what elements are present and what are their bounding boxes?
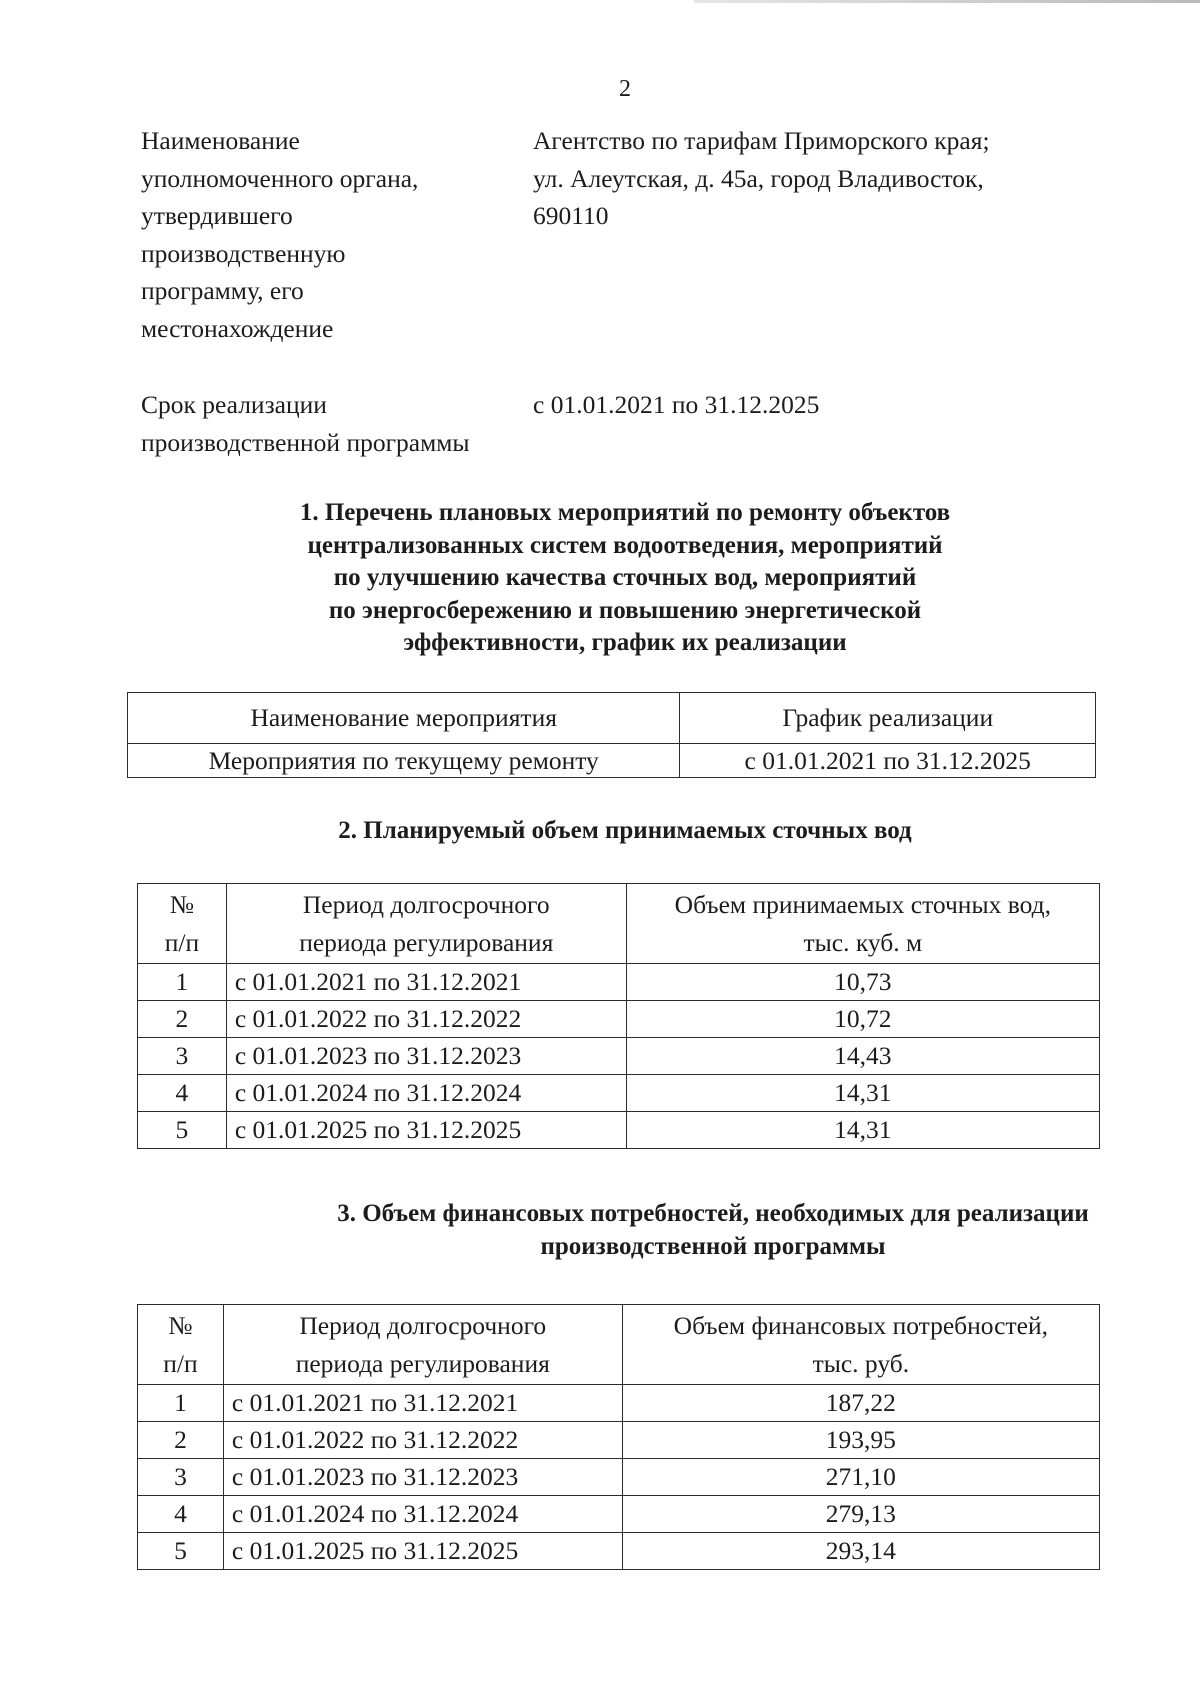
table-row — [138, 1422, 1100, 1459]
authority-value-line: 690110 — [533, 201, 609, 230]
table-row — [138, 1075, 1100, 1112]
header-line: Объем финансовых потребностей, — [673, 1311, 1048, 1340]
section1-title-line: эффективности, график их реализации — [403, 629, 847, 656]
authority-value — [533, 122, 990, 235]
header-cell-finance — [622, 1305, 1099, 1385]
financial-needs-table — [137, 1304, 1100, 1570]
header-line: тыс. куб. м — [803, 927, 923, 957]
table-row — [138, 1496, 1100, 1533]
authority-label-line: Наименование — [141, 126, 300, 155]
authority-label-line: производственную — [141, 238, 346, 268]
header-cell-period — [226, 884, 626, 964]
authority-label-line: местонахождение — [141, 313, 334, 343]
table-row — [138, 1459, 1100, 1496]
term-value: с 01.01.2021 по 31.12.2025 — [533, 390, 820, 419]
row-period: с 01.01.2021 по 31.12.2021 — [226, 964, 626, 1001]
header-cell-period — [223, 1305, 622, 1385]
row-period: с 01.01.2025 по 31.12.2025 — [226, 1112, 626, 1149]
header-cell: График реализации — [680, 693, 1096, 744]
row-period: с 01.01.2022 по 31.12.2022 — [223, 1422, 622, 1459]
table-row — [138, 1112, 1100, 1149]
section1-title-line: по улучшению качества сточных вод, мероприятий — [333, 564, 917, 591]
row-period: с 01.01.2023 по 31.12.2023 — [226, 1038, 626, 1075]
row-number: 4 — [138, 1496, 224, 1533]
term-label — [141, 386, 470, 461]
table-row — [138, 1385, 1100, 1422]
row-number: 5 — [138, 1533, 224, 1570]
row-value: 293,14 — [622, 1533, 1099, 1570]
wastewater-volume-table — [137, 883, 1100, 1149]
table-row — [138, 1038, 1100, 1075]
table-header-row — [138, 1305, 1100, 1385]
section1-title-line: 1. Перечень плановых мероприятий по ремонту объектов — [299, 499, 951, 526]
row-value: 14,43 — [626, 1038, 1099, 1075]
section2-title: 2. Планируемый объем принимаемых сточных вод — [338, 817, 912, 844]
authority-label-line: утвердившего — [141, 201, 293, 230]
authority-value-line: ул. Алеутская, д. 45а, город Владивосток, — [533, 163, 984, 193]
table-cell: с 01.01.2021 по 31.12.2025 — [680, 744, 1096, 778]
row-period: с 01.01.2022 по 31.12.2022 — [226, 1001, 626, 1038]
scan-edge-mark — [694, 0, 1200, 3]
row-value: 279,13 — [622, 1496, 1099, 1533]
row-value: 271,10 — [622, 1459, 1099, 1496]
header-cell-number — [138, 884, 227, 964]
table-cell: Мероприятия по текущему ремонту — [128, 744, 680, 778]
row-number: 3 — [138, 1038, 227, 1075]
term-label-line: производственной программы — [141, 427, 470, 457]
row-period: с 01.01.2024 по 31.12.2024 — [226, 1075, 626, 1112]
row-period: с 01.01.2025 по 31.12.2025 — [223, 1533, 622, 1570]
row-value: 193,95 — [622, 1422, 1099, 1459]
header-line: тыс. руб. — [812, 1348, 910, 1378]
row-value: 10,72 — [626, 1001, 1099, 1038]
row-value: 14,31 — [626, 1075, 1099, 1112]
row-number: 1 — [138, 964, 227, 1001]
row-number: 1 — [138, 1385, 224, 1422]
header-cell-number — [138, 1305, 224, 1385]
table-header-row — [138, 884, 1100, 964]
table-row — [138, 964, 1100, 1001]
table-row — [138, 1001, 1100, 1038]
table-row — [128, 744, 1096, 778]
section3-title — [0, 1198, 1200, 1263]
header-cell: Наименование мероприятия — [128, 693, 680, 744]
table-row — [138, 1533, 1100, 1570]
header-line: № — [169, 890, 195, 919]
header-line: Период долгосрочного — [299, 1311, 547, 1340]
section3-title-line: производственной программы — [540, 1232, 886, 1260]
row-value: 14,31 — [626, 1112, 1099, 1149]
row-period: с 01.01.2024 по 31.12.2024 — [223, 1496, 622, 1533]
header-cell-volume — [626, 884, 1099, 964]
row-number: 3 — [138, 1459, 224, 1496]
table-header-row — [128, 693, 1096, 744]
authority-value-line: Агентство по тарифам Приморского края; — [533, 126, 990, 155]
row-number: 5 — [138, 1112, 227, 1149]
measures-table — [127, 692, 1096, 778]
header-line: п/п — [163, 1348, 198, 1378]
header-line: периода регулирования — [295, 1348, 550, 1378]
row-period: с 01.01.2023 по 31.12.2023 — [223, 1459, 622, 1496]
row-number: 2 — [138, 1001, 227, 1038]
section3-title-line: 3. Объем финансовых потребностей, необходимых для реализации — [337, 1200, 1089, 1227]
header-line: Объем принимаемых сточных вод, — [674, 890, 1051, 919]
row-number: 2 — [138, 1422, 224, 1459]
page-number: 2 — [619, 76, 631, 102]
row-period: с 01.01.2021 по 31.12.2021 — [223, 1385, 622, 1422]
row-value: 10,73 — [626, 964, 1099, 1001]
section1-title — [0, 497, 1200, 660]
authority-label-line: программу, его — [141, 276, 304, 305]
authority-label-line: уполномоченного органа, — [141, 163, 419, 193]
header-line: № — [168, 1311, 193, 1340]
term-label-line: Срок реализации — [141, 390, 327, 419]
header-line: Период долгосрочного — [302, 890, 550, 919]
authority-label — [141, 122, 418, 347]
row-value: 187,22 — [622, 1385, 1099, 1422]
header-line: периода регулирования — [299, 927, 554, 957]
header-line: п/п — [164, 927, 200, 957]
section1-title-line: по энергосбережению и повышению энергетической — [328, 596, 922, 624]
row-number: 4 — [138, 1075, 227, 1112]
section1-title-line: централизованных систем водоотведения, мероприятий — [307, 531, 943, 559]
